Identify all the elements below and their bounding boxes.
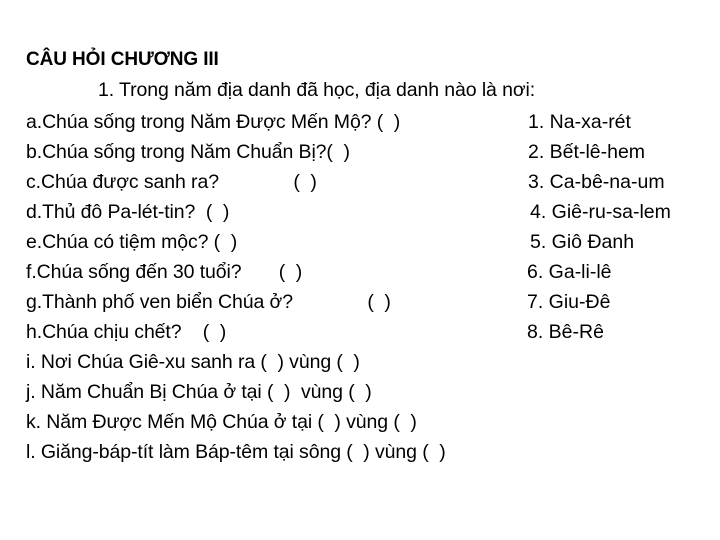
question-g: g.Thành phố ven biển Chúa ở? ( ) — [26, 291, 391, 313]
question-l: l. Giăng-báp-tít làm Báp-têm tại sông ( ) vùng ( ) — [26, 441, 446, 463]
question-k: k. Năm Được Mến Mộ Chúa ở tại ( ) vùng ( ) — [26, 411, 417, 433]
answer-8: 8. Bê-Rê — [527, 321, 604, 343]
question-intro: 1. Trong năm địa danh đã học, địa danh nào là nơi: — [98, 79, 536, 101]
question-d: d.Thủ đô Pa-lét-tin? ( ) — [26, 201, 230, 223]
answer-7: 7. Giu-Đê — [527, 291, 611, 313]
answer-6: 6. Ga-li-lê — [527, 261, 612, 283]
question-j: j. Năm Chuẩn Bị Chúa ở tại ( ) vùng ( ) — [26, 381, 372, 403]
page-title: CÂU HỎI CHƯƠNG III — [26, 49, 219, 70]
answer-5: 5. Giô Đanh — [530, 231, 635, 253]
question-c: c.Chúa được sanh ra? ( ) — [26, 171, 317, 193]
answer-2: 2. Bết-lê-hem — [528, 141, 646, 163]
answer-3: 3. Ca-bê-na-um — [528, 171, 665, 193]
question-h: h.Chúa chịu chết? ( ) — [26, 321, 227, 343]
question-b: b.Chúa sống trong Năm Chuẩn Bị?( ) — [26, 141, 350, 163]
question-f: f.Chúa sống đến 30 tuổi? ( ) — [26, 261, 303, 283]
question-i: i. Nơi Chúa Giê-xu sanh ra ( ) vùng ( ) — [26, 351, 360, 373]
answer-4: 4. Giê-ru-sa-lem — [530, 201, 671, 223]
question-e: e.Chúa có tiệm mộc? ( ) — [26, 231, 238, 253]
question-a: a.Chúa sống trong Năm Được Mến Mộ? ( ) — [26, 111, 401, 133]
answer-1: 1. Na-xa-rét — [528, 111, 631, 133]
